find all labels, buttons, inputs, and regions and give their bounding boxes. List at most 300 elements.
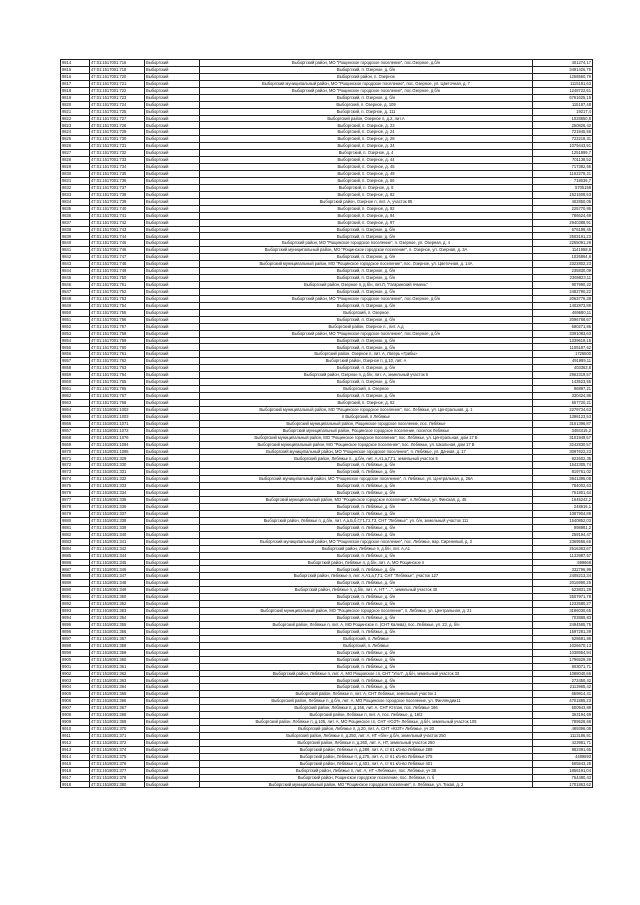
table-row <box>61 406 593 413</box>
address-cell: Выборгский муниципальный район, МО "Рощинское городское поселение", пос. Лебяжье, вар. Сиреневый, д. 3 <box>200 538 533 545</box>
cadastral-number-cell: 47:01:1518001:361 <box>90 663 145 670</box>
address-cell: Выборгский, п. Озерное, д. б/н <box>200 316 533 323</box>
row-number-cell: 9874 <box>61 476 90 483</box>
cadastral-value-cell: 2516363,67 <box>533 545 593 552</box>
row-number-cell: 9888 <box>61 573 90 580</box>
district-cell: Выборгский <box>145 143 200 150</box>
district-cell: Выборгский <box>145 136 200 143</box>
table-row <box>61 483 593 490</box>
table-row <box>61 150 593 157</box>
address-cell: Выборгский, п. Озерное, д. б/н <box>200 254 533 261</box>
row-number-cell: 9816 <box>61 73 90 80</box>
address-cell: Выборгский, п. Озерное, д. 45 <box>200 164 533 171</box>
district-cell: Выборгский <box>145 434 200 441</box>
cadastral-number-cell: 47:01:1518001:364 <box>90 684 145 691</box>
row-number-cell: 9899 <box>61 649 90 656</box>
address-cell: Выборгский район, МО "Рощинское городское поселение", пос.Озерное, д.б/н <box>200 295 533 302</box>
table-row <box>61 101 593 108</box>
address-cell: Выборгский, п. Лебяжье, д. б/н <box>200 552 533 559</box>
table-row <box>61 358 593 365</box>
table-row <box>61 171 593 178</box>
table-row <box>61 566 593 573</box>
address-cell: Выборгский, п. Лебяжье, д. б/н <box>200 483 533 490</box>
row-number-cell: 9858 <box>61 365 90 372</box>
address-cell: Выборгский муниципальный район, МО "Рощинское городское поселение", п.Лебяжье, ул. Финская, д. 45 <box>200 497 533 504</box>
address-cell: Выборгский, п. Озерное, д. 4 <box>200 150 533 157</box>
cadastral-number-cell: 47:01:1517001:752 <box>90 288 145 295</box>
cadastral-number-cell: 47:01:1518001:366 <box>90 698 145 705</box>
address-cell: Выборгский район, МО "Рощинское городское поселение", пос.Озерное, д.б/н <box>200 60 533 67</box>
row-number-cell: 9875 <box>61 483 90 490</box>
district-cell: Выборгский <box>145 545 200 552</box>
cadastral-value-cell: 599668 <box>533 559 593 566</box>
address-cell: Выборгский район, Лебяжье п, лит. А, МО Рощинское п. (СНТ Калева), пос. Лебяжье, ул. 23, д. б/н <box>200 621 533 628</box>
table-row <box>61 330 593 337</box>
table-row <box>61 386 593 393</box>
district-cell: Выборгский <box>145 247 200 254</box>
cadastral-number-cell: 47:01:1517001:739 <box>90 198 145 205</box>
table-row <box>61 288 593 295</box>
cadastral-number-cell: 47:01:1518001:329 <box>90 455 145 462</box>
district-cell: Выборгский <box>145 573 200 580</box>
address-cell: Выборгский, п. Лебяжье, д. б/н <box>200 663 533 670</box>
table-row <box>61 219 593 226</box>
address-cell: Выборгский район, Лебяжье п, д.166, лит. А, СНТ Ютлан, пос. Лебяжье 166 <box>200 705 533 712</box>
cadastral-number-cell: 47:01:1518001:347 <box>90 573 145 580</box>
cadastral-value-cell: 907990,22 <box>533 282 593 289</box>
row-number-cell: 9845 <box>61 275 90 282</box>
row-number-cell: 9839 <box>61 233 90 240</box>
table-row <box>61 427 593 434</box>
address-cell: Выборгский район, МО "Рощинское городское поселение", пос.Озерное, д.б/н <box>200 330 533 337</box>
row-number-cell: 9890 <box>61 587 90 594</box>
address-cell: Выборгский, п. Озерное, д. 8 <box>200 184 533 191</box>
cadastral-number-cell: 47:01:1517001:731 <box>90 143 145 150</box>
cadastral-number-cell: 47:01:1518001:355 <box>90 621 145 628</box>
cadastral-number-cell: 47:01:1517001:765 <box>90 379 145 386</box>
address-cell: Выборгский, п. Лебяжье, д. б/н <box>200 490 533 497</box>
cadastral-value-cell: 5705158 <box>533 184 593 191</box>
cadastral-value-cell: 1402873,89 <box>533 302 593 309</box>
row-number-cell: 9856 <box>61 351 90 358</box>
district-cell: Выборгский <box>145 566 200 573</box>
cadastral-value-cell: 803071,71 <box>533 663 593 670</box>
cadastral-value-cell: 1115181,63 <box>533 80 593 87</box>
row-number-cell: 9869 <box>61 441 90 448</box>
cadastral-value-cell: 2016990,25 <box>533 580 593 587</box>
cadastral-number-cell: 47:01:1518001:340 <box>90 531 145 538</box>
row-number-cell: 9823 <box>61 122 90 129</box>
address-cell: Выборгский муниципальный район, МО "Рощинское городское поселение", пос. Озерное, ул. Цветочная, д. 7 <box>200 80 533 87</box>
cadastral-number-cell: 47:01:1518001:360 <box>90 656 145 663</box>
cadastral-value-table <box>60 59 593 788</box>
cadastral-value-cell: 143523,55 <box>533 379 593 386</box>
cadastral-number-cell: 47:01:1518001:380 <box>90 781 145 788</box>
cadastral-number-cell: 47:01:1518001:1003 <box>90 413 145 420</box>
row-number-cell: 9900 <box>61 656 90 663</box>
cadastral-value-cell: 1026864,6 <box>533 254 593 261</box>
cadastral-number-cell: 47:01:1517001:729 <box>90 129 145 136</box>
address-cell: Выборгский, п. Озерное, д. 62 <box>200 399 533 406</box>
table-row <box>61 108 593 115</box>
district-cell: Выборгский <box>145 455 200 462</box>
table-row <box>61 753 593 760</box>
district-cell: Выборгский <box>145 524 200 531</box>
district-cell: Выборгский <box>145 712 200 719</box>
address-cell: Выборгский, п. Озерное, д. б/н <box>200 302 533 309</box>
district-cell: Выборгский <box>145 191 200 198</box>
address-cell: Выборгский, п. Лебяжье, д. б/н <box>200 615 533 622</box>
row-number-cell: 9881 <box>61 524 90 531</box>
table-row <box>61 601 593 608</box>
district-cell: Выборгский <box>145 448 200 455</box>
table-body <box>61 60 593 788</box>
address-cell: Выборгский, п. Озерное, д. 111 <box>200 108 533 115</box>
row-number-cell: 9846 <box>61 282 90 289</box>
district-cell: Выборгский <box>145 302 200 309</box>
row-number-cell: 9914 <box>61 753 90 760</box>
cadastral-number-cell: 47:01:1518001:371 <box>90 732 145 739</box>
table-row <box>61 399 593 406</box>
cadastral-number-cell: 47:01:1517001:767 <box>90 393 145 400</box>
address-cell: Выборгский, п. Озерное <box>200 386 533 393</box>
table-row <box>61 608 593 615</box>
row-number-cell: 9836 <box>61 212 90 219</box>
table-row <box>61 157 593 164</box>
address-cell: Выборгский, п. Лебяжье, д. б/н <box>200 504 533 511</box>
table-row <box>61 580 593 587</box>
row-number-cell: 9885 <box>61 552 90 559</box>
cadastral-value-cell: 403363,8 <box>533 365 593 372</box>
district-cell: Выборгский <box>145 351 200 358</box>
district-cell: Выборгский <box>145 559 200 566</box>
table-row <box>61 122 593 129</box>
row-number-cell: 9872 <box>61 462 90 469</box>
district-cell: Выборгский <box>145 580 200 587</box>
cadastral-value-cell: 2962319,57 <box>533 372 593 379</box>
address-cell: Выборгский, п. Озерное, д. 97 <box>200 219 533 226</box>
address-cell: Выборгский, п. Озерное, д. б/н <box>200 94 533 101</box>
row-number-cell: 9911 <box>61 732 90 739</box>
table-row <box>61 115 593 122</box>
table-row <box>61 177 593 184</box>
cadastral-value-cell: 565543,25 <box>533 760 593 767</box>
address-cell: Выборгский муниципальный район, МО "Рощинское городское поселение", пос. Озерное, ул. Цветочная, д. 14А <box>200 261 533 268</box>
cadastral-value-cell: 764480,43 <box>533 774 593 781</box>
row-number-cell: 9903 <box>61 677 90 684</box>
cadastral-number-cell: 47:01:1517001:761 <box>90 351 145 358</box>
cadastral-value-cell: 2279734,63 <box>533 406 593 413</box>
table-row <box>61 732 593 739</box>
district-cell: Выборгский <box>145 365 200 372</box>
district-cell: Выборгский <box>145 108 200 115</box>
row-number-cell: 9850 <box>61 309 90 316</box>
address-cell: Выборгский, п. Озерное, д. б/н <box>200 233 533 240</box>
district-cell: Выборгский <box>145 497 200 504</box>
row-number-cell: 9880 <box>61 517 90 524</box>
cadastral-number-cell: 47:01:1518001:370 <box>90 726 145 733</box>
district-cell: Выборгский <box>145 774 200 781</box>
cadastral-value-cell: 3484415,2 <box>533 427 593 434</box>
address-cell: Выборгский, п. Озерное, д. 94 <box>200 212 533 219</box>
address-cell: п Выборгский, п Лебяжье <box>200 413 533 420</box>
cadastral-number-cell: 47:01:1517001:757 <box>90 323 145 330</box>
cadastral-number-cell: 47:01:1517001:754 <box>90 302 145 309</box>
address-cell: Выборгский, п. Лебяжье, д. б/н <box>200 628 533 635</box>
address-cell: Выборгский район, Лебяжье п, д.275, лит. А, ст 61 к/о-во Лебяжье 275 <box>200 753 533 760</box>
table-row <box>61 705 593 712</box>
cadastral-value-cell: 250826,42 <box>533 122 593 129</box>
table-row <box>61 143 593 150</box>
row-number-cell: 9834 <box>61 198 90 205</box>
district-cell: Выборгский <box>145 226 200 233</box>
address-cell: Выборгский, п. Озерное <box>200 309 533 316</box>
cadastral-number-cell: 47:01:1518001:1095 <box>90 448 145 455</box>
row-number-cell: 9840 <box>61 240 90 247</box>
address-cell: Выборгский муниципальный район, МО "Рощинское городское поселение", пос. Лебяжье, ул. Центральная, д. 1 <box>200 406 533 413</box>
row-number-cell: 9821 <box>61 108 90 115</box>
cadastral-value-cell: 2113965,42 <box>533 684 593 691</box>
cadastral-value-cell: 96897,21 <box>533 386 593 393</box>
district-cell: Выборгский <box>145 240 200 247</box>
row-number-cell: 9841 <box>61 247 90 254</box>
row-number-cell: 9886 <box>61 559 90 566</box>
cadastral-value-cell: 1251899,7 <box>533 150 593 157</box>
cadastral-value-cell: 3491426,75 <box>533 66 593 73</box>
cadastral-number-cell: 47:01:1518001:1071 <box>90 420 145 427</box>
cadastral-value-cell: 1026670,13 <box>533 642 593 649</box>
address-cell: Выборгский, п. Озерное, д. 24 <box>200 129 533 136</box>
cadastral-value-cell: 1162279,21 <box>533 171 593 178</box>
district-cell: Выборгский <box>145 538 200 545</box>
district-cell: Выборгский <box>145 198 200 205</box>
cadastral-value-cell: 469680,11 <box>533 309 593 316</box>
table-row <box>61 517 593 524</box>
row-number-cell: 9848 <box>61 295 90 302</box>
table-row <box>61 635 593 642</box>
cadastral-value-cell: 701138,52 <box>533 157 593 164</box>
cadastral-number-cell: 47:01:1517001:723 <box>90 94 145 101</box>
cadastral-value-cell: 822602,35 <box>533 455 593 462</box>
table-row <box>61 129 593 136</box>
district-cell: Выборгский <box>145 427 200 434</box>
cadastral-value-cell: 1701863,62 <box>533 781 593 788</box>
district-cell: Выборгский <box>145 288 200 295</box>
cadastral-value-cell: 3161396,87 <box>533 420 593 427</box>
row-number-cell: 9847 <box>61 288 90 295</box>
cadastral-number-cell: 47:01:1517001:768 <box>90 399 145 406</box>
cadastral-value-cell: 1258560,79 <box>533 73 593 80</box>
row-number-cell: 9891 <box>61 594 90 601</box>
address-cell: Выборгский район, МО "Рощинское городское поселение", пос.Озерное, д.б/н <box>200 87 533 94</box>
address-cell: Выборгский, п. Лебяжье, д. б/н <box>200 601 533 608</box>
cadastral-number-cell: 47:01:1517001:747 <box>90 254 145 261</box>
address-cell: Выборгский, п. Лебяжье, д. б/н <box>200 462 533 469</box>
row-number-cell: 9898 <box>61 642 90 649</box>
row-number-cell: 9913 <box>61 746 90 753</box>
cadastral-value-cell: 676199,45 <box>533 226 593 233</box>
district-cell: Выборгский <box>145 316 200 323</box>
table-row <box>61 739 593 746</box>
row-number-cell: 9860 <box>61 379 90 386</box>
cadastral-number-cell: 47:01:1517001:738 <box>90 191 145 198</box>
cadastral-number-cell: 47:01:1517001:728 <box>90 122 145 129</box>
row-number-cell: 9871 <box>61 455 90 462</box>
table-row <box>61 663 593 670</box>
table-row <box>61 365 593 372</box>
row-number-cell: 9824 <box>61 129 90 136</box>
cadastral-value-cell: 761801,64 <box>533 490 593 497</box>
address-cell: Выборгский, п. Озерное, д. б/н <box>200 337 533 344</box>
address-cell: Выборгский, п. Озерное, д. б/н <box>200 288 533 295</box>
address-cell: Выборгский район, Озерное п., лит. А,д <box>200 323 533 330</box>
cadastral-number-cell: 47:01:1518001:362 <box>90 670 145 677</box>
address-cell: Выборгский муниципальный район, МО "Рощинское городское поселение", пос. Лебяжье, ул. Центральная, дом 17 Б <box>200 434 533 441</box>
table-row <box>61 413 593 420</box>
district-cell: Выборгский <box>145 462 200 469</box>
cadastral-value-cell: 1540852,03 <box>533 517 593 524</box>
table-row <box>61 164 593 171</box>
district-cell: Выборгский <box>145 684 200 691</box>
cadastral-value-cell: 2369823,11 <box>533 275 593 282</box>
cadastral-value-cell: 491989,11 <box>533 358 593 365</box>
cadastral-value-cell: 3242830,57 <box>533 441 593 448</box>
district-cell: Выборгский <box>145 781 200 788</box>
row-number-cell: 9865 <box>61 413 90 420</box>
table-row <box>61 420 593 427</box>
cadastral-value-cell: 1232580,27 <box>533 601 593 608</box>
table-row <box>61 212 593 219</box>
row-number-cell: 9852 <box>61 323 90 330</box>
table-row <box>61 316 593 323</box>
cadastral-number-cell: 47:01:1517001:758 <box>90 330 145 337</box>
row-number-cell: 9842 <box>61 254 90 261</box>
cadastral-number-cell: 47:01:1517001:759 <box>90 337 145 344</box>
district-cell: Выборгский <box>145 587 200 594</box>
cadastral-number-cell: 47:01:1518001:1002 <box>90 406 145 413</box>
cadastral-number-cell: 47:01:1517001:730 <box>90 136 145 143</box>
district-cell: Выборгский <box>145 80 200 87</box>
address-cell: Выборгский, п. Озерное, д. б/н <box>200 344 533 351</box>
cadastral-value-cell: 272450,42 <box>533 677 593 684</box>
address-cell: Выборгский, п. Озерное, д. б/н <box>200 379 533 386</box>
address-cell: Выборгский район, Лебяжье п, лит. А, СНТ Лебяжье, земельный участок 1 <box>200 691 533 698</box>
row-number-cell: 9906 <box>61 698 90 705</box>
row-number-cell: 9879 <box>61 510 90 517</box>
table-row <box>61 60 593 67</box>
row-number-cell: 9866 <box>61 420 90 427</box>
table-row <box>61 73 593 80</box>
district-cell: Выборгский <box>145 379 200 386</box>
district-cell: Выборгский <box>145 177 200 184</box>
cadastral-value-cell: 2369566,66 <box>533 538 593 545</box>
row-number-cell: 9877 <box>61 497 90 504</box>
row-number-cell: 9915 <box>61 760 90 767</box>
cadastral-value-cell: 703889,83 <box>533 615 593 622</box>
cadastral-value-cell: 2503191,23 <box>533 233 593 240</box>
district-cell: Выборгский <box>145 344 200 351</box>
cadastral-number-cell: 47:01:1517001:733 <box>90 157 145 164</box>
cadastral-value-cell: 401274,17 <box>533 60 593 67</box>
address-cell: Выборгский район, Лебяжье п, лит. А, пос. Лебяжье, д. 16/2 <box>200 712 533 719</box>
cadastral-number-cell: 47:01:1518001:378 <box>90 774 145 781</box>
cadastral-number-cell: 47:01:1518001:332 <box>90 476 145 483</box>
address-cell: Выборгский муниципальный район, МО "Рощинское городское поселение", пос. Лебяжье, ул. Школьная, дом 17 В <box>200 441 533 448</box>
address-cell: Выборгский, п. Озерное, д. 28 <box>200 136 533 143</box>
address-cell: Выборгский, п. Лебяжье, д. б/н <box>200 469 533 476</box>
table-row <box>61 552 593 559</box>
address-cell: Выборгский муниципальный район, МО "Рощинское городское поселение", п. Озерное, ул. Озерная, д. 3А <box>200 247 533 254</box>
district-cell: Выборгский <box>145 649 200 656</box>
row-number-cell: 9876 <box>61 490 90 497</box>
address-cell: Выборгский, п. Озерное, д. б/н <box>200 365 533 372</box>
row-number-cell: 9817 <box>61 80 90 87</box>
cadastral-number-cell: 47:01:1517001:727 <box>90 115 145 122</box>
cadastral-number-cell: 47:01:1518001:333 <box>90 483 145 490</box>
row-number-cell: 9867 <box>61 427 90 434</box>
cadastral-number-cell: 47:01:1518001:354 <box>90 615 145 622</box>
district-cell: Выборгский <box>145 760 200 767</box>
address-cell: Выборгский, п. Озерное, д. 49 <box>200 171 533 178</box>
cadastral-value-cell: 3841395,08 <box>533 476 593 483</box>
address-cell: Выборгский муниципальный район, МО "Рощинское городское поселение", п. Лебяжье, ул. Дачная, д. 17 <box>200 448 533 455</box>
table-row <box>61 615 593 622</box>
district-cell: Выборгский <box>145 150 200 157</box>
address-cell: Выборгский, п. Лебяжье, д. б/н <box>200 580 533 587</box>
cadastral-value-cell: 717382,56 <box>533 164 593 171</box>
row-number-cell: 9883 <box>61 538 90 545</box>
address-cell: Выборгский, п. Лебяжье, д. б/н <box>200 510 533 517</box>
address-cell: Выборгский район, Лебяжье п, д.б/н, лит. А, МО Рощинское городское поселение, ул. Финляндии11 <box>200 698 533 705</box>
district-cell: Выборгский <box>145 483 200 490</box>
row-number-cell: 9826 <box>61 143 90 150</box>
district-cell: Выборгский <box>145 601 200 608</box>
table-row <box>61 302 593 309</box>
district-cell: Выборгский <box>145 490 200 497</box>
district-cell: Выборгский <box>145 171 200 178</box>
cadastral-value-cell: 1856191,04 <box>533 767 593 774</box>
table-row <box>61 191 593 198</box>
table-row <box>61 621 593 628</box>
cadastral-value-cell: 248616,1 <box>533 504 593 511</box>
district-cell: Выборгский <box>145 406 200 413</box>
row-number-cell: 9873 <box>61 469 90 476</box>
row-number-cell: 9902 <box>61 670 90 677</box>
district-cell: Выборгский <box>145 719 200 726</box>
cadastral-value-cell: 489396,08 <box>533 726 593 733</box>
table-row <box>61 198 593 205</box>
district-cell: Выборгский <box>145 275 200 282</box>
cadastral-value-cell: 1087904,89 <box>533 510 593 517</box>
row-number-cell: 9857 <box>61 358 90 365</box>
row-number-cell: 9887 <box>61 566 90 573</box>
address-cell: Выборгский район, Лебяжье п, д.б/н, лит. А,а,Б,б,Г,Г1,Г2,Г3, СНТ "Лебяжье", ул. б/н, земельный участок 111 <box>200 517 533 524</box>
cadastral-value-cell: 1133987,57 <box>533 552 593 559</box>
address-cell: Выборгский район, Озерное п, д.2, лит.А <box>200 115 533 122</box>
table-row <box>61 559 593 566</box>
table-row <box>61 719 593 726</box>
cadastral-number-cell: 47:01:1518001:345 <box>90 559 145 566</box>
row-number-cell: 9820 <box>61 101 90 108</box>
table-row <box>61 268 593 275</box>
cadastral-value-cell: 1645242,2 <box>533 497 593 504</box>
address-cell: Выборгский, п. Озерное, д. б/н <box>200 226 533 233</box>
district-cell: Выборгский <box>145 413 200 420</box>
cadastral-value-cell: 721945,56 <box>533 129 593 136</box>
table-row <box>61 677 593 684</box>
cadastral-value-cell: 1088040,66 <box>533 670 593 677</box>
cadastral-number-cell: 47:01:1517001:762 <box>90 358 145 365</box>
